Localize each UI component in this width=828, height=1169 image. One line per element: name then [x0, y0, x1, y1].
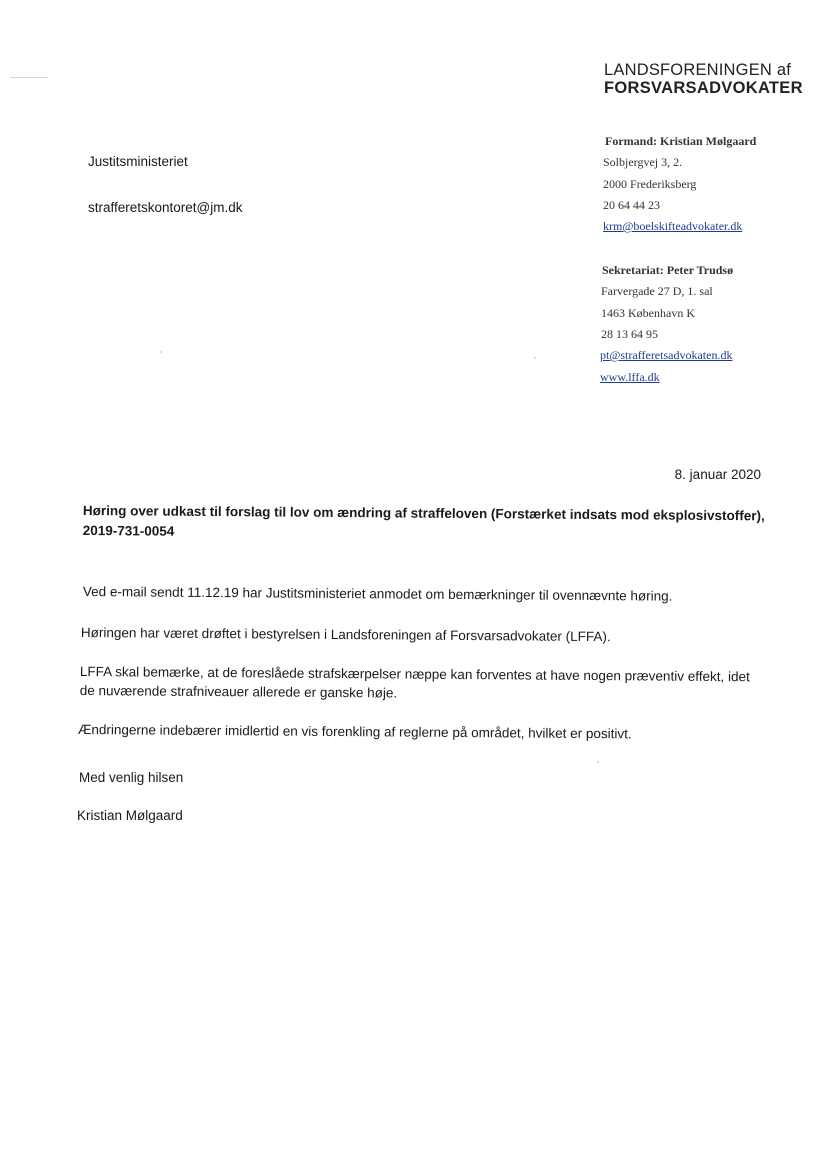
secretariat-email-link[interactable]: pt@strafferetsadvokaten.dk [600, 348, 733, 362]
logo-line-2: FORSVARSADVOKATER [604, 79, 803, 97]
scan-artifact-line [10, 77, 48, 78]
letter-date: 8. januar 2020 [674, 467, 761, 482]
scan-speck [534, 357, 536, 359]
scan-speck [160, 351, 162, 353]
recipient-email: strafferetskontoret@jm.dk [88, 200, 243, 215]
recipient-name: Justitsministeriet [88, 154, 188, 169]
logo-line-1 [604, 61, 791, 80]
signature-name: Kristian Mølgaard [77, 808, 183, 823]
closing-greeting: Med venlig hilsen [79, 770, 184, 785]
chairman-address-line-2: 2000 Frederiksberg [603, 177, 697, 191]
body-paragraph: Ved e-mail sendt 11.12.19 har Justitsministeriet anmodet om bemærkninger til ovennævnte høring. [82, 583, 673, 604]
logo-text-main: LANDSFORENINGEN [604, 61, 773, 79]
secretariat-title: Sekretariat: Peter Trudsø [602, 263, 734, 277]
secretariat-phone: 28 13 64 95 [601, 327, 658, 341]
letter-subject: Høring over udkast til forslag til lov om ændring af straffeloven (Forstærket indsats mod eksplosivstoffer), 2019-731-0054 [82, 502, 765, 539]
chairman-email-link[interactable]: krm@boelskifteadvokater.dk [603, 219, 743, 233]
website-link[interactable]: www.lffa.dk [600, 370, 660, 384]
chairman-address-line-1: Solbjergvej 3, 2. [603, 155, 683, 169]
chairman-phone: 20 64 44 23 [603, 198, 660, 212]
body-paragraph: Ændringerne indebærer imidlertid en vis forenkling af reglerne på området, hvilket er positivt. [77, 721, 632, 742]
secretariat-address-line-1: Farvergade 27 D, 1. sal [601, 284, 713, 298]
chairman-title: Formand: Kristian Mølgaard [605, 134, 757, 148]
secretariat-address-line-2: 1463 København K [601, 306, 695, 320]
logo-text-af: af [776, 61, 791, 79]
body-paragraph: Høringen har været drøftet i bestyrelsen i Landsforeningen af Forsvarsadvokater (LFFA). [80, 624, 611, 645]
scan-speck [597, 761, 599, 763]
body-paragraph: LFFA skal bemærke, at de foreslåede strafskærpelser næppe kan forventes at have nogen præventiv effekt, idet de nuværende strafniveauer allerede er ganske høje. [79, 663, 750, 701]
